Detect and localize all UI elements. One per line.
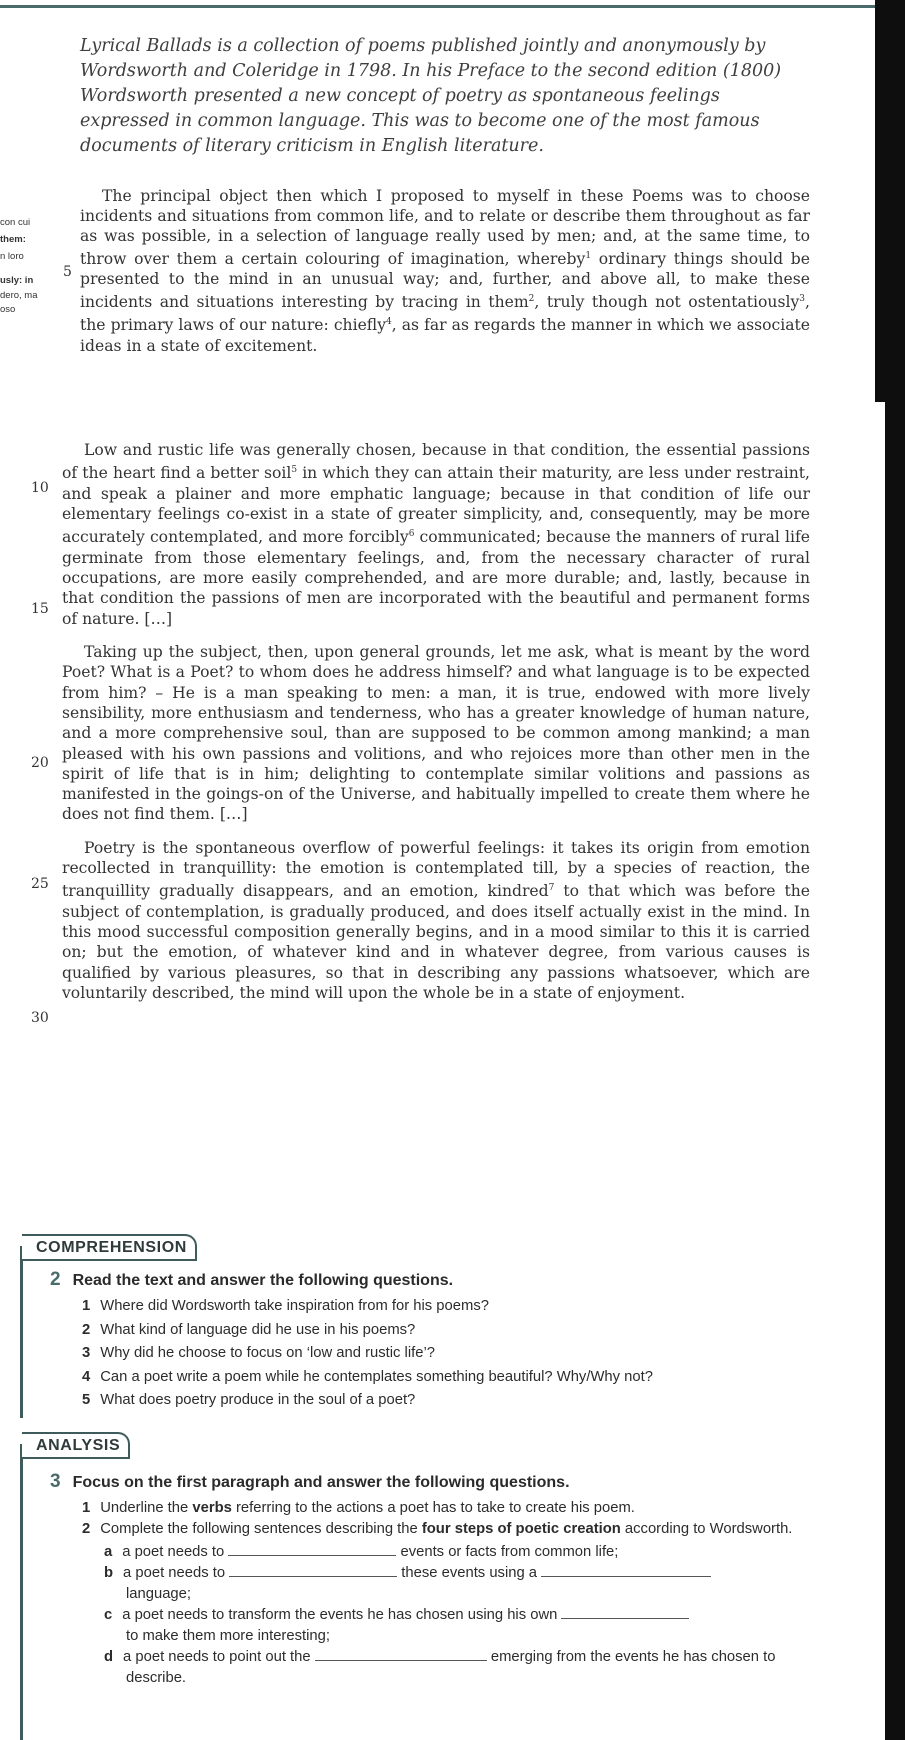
section-rule: [20, 1246, 23, 1418]
question-item: 2 Complete the following sentences describing the four steps of poetic creation according to Wordsworth.: [82, 1521, 793, 1537]
footnote-marker: 1: [585, 251, 592, 261]
footnote-marker: 3: [799, 294, 806, 305]
footnote-marker: 5: [291, 465, 298, 476]
line-number: 10: [31, 480, 49, 496]
line-number: 20: [31, 755, 49, 771]
answer-blank[interactable]: [315, 1648, 487, 1661]
fill-in-item: a a poet needs to events or facts from common life;: [104, 1544, 619, 1560]
fill-in-item: c a poet needs to transform the events he has chosen using his own to make them more interesting;: [104, 1605, 802, 1647]
analysis-heading: ANALYSIS: [22, 1432, 130, 1459]
main-text: [62, 440, 810, 1016]
footnote-marker: 2: [528, 294, 535, 305]
line-number: 5: [63, 264, 72, 280]
fill-in-item: d a poet needs to point out the emerging from the events he has chosen to describe.: [104, 1649, 776, 1686]
line-number: 25: [31, 876, 49, 892]
analysis-questions: [82, 1498, 802, 1689]
fill-in-item: b a poet needs to these events using a language;: [104, 1563, 802, 1605]
question-item: 4 Can a poet write a poem while he contemplates something beautiful? Why/Why not?: [82, 1368, 653, 1385]
glossary-entry: usly: in: [0, 275, 34, 286]
line-number: 15: [31, 601, 49, 617]
comprehension-instruction: 2 Read the text and answer the following questions.: [50, 1269, 454, 1290]
comprehension-heading: COMPREHENSION: [22, 1234, 197, 1261]
glossary-entry: con cui: [0, 217, 31, 228]
section-rule: [20, 1444, 23, 1740]
glossary-entry: n loro: [0, 251, 24, 262]
paragraph-3: Taking up the subject, then, upon general grounds, let me ask, what is meant by the word Poet? What is a Poet? to whom does he address himself? and what language is to be expected from him? – He is a man speaking to men: a man, it is true, endowed with more lively sensibility, more enthusiasm and tenderness, who has a greater knowledge of human nature, and a more comprehensive soul, than are supposed to be common among mankind; a man pleased with his own passions and volitions, and who rejoices more than other men in the spirit of life that is in him; delighting to contemplate similar volitions and passions as manifested in the goings-on of the Universe, and habitually impelled to create them where he does not find them. […]: [62, 643, 810, 824]
analysis-instruction: 3 Focus on the first paragraph and answer the following questions.: [50, 1471, 570, 1492]
question-item: 1 Where did Wordsworth take inspiration from for his poems?: [82, 1298, 489, 1314]
question-item: 3 Why did he choose to focus on ‘low and rustic life’?: [82, 1345, 435, 1361]
footnote-marker: 7: [548, 883, 555, 894]
question-item: 1 Underline the verbs referring to the actions a poet has to take to create his poem.: [82, 1500, 635, 1516]
page-edge-shadow: [875, 0, 885, 402]
glossary-entry: oso: [0, 304, 16, 315]
glossary-entry: dero, ma: [0, 290, 38, 301]
question-item: 2 What kind of language did he use in his poems?: [82, 1321, 416, 1338]
page-edge-bar: [885, 0, 905, 1740]
top-border: [0, 0, 885, 8]
line-number: 30: [31, 1010, 49, 1026]
answer-blank[interactable]: [541, 1564, 711, 1577]
paragraph-2: Low and rustic life was generally chosen, because in that condition, the essential passions of the heart find a better soil$^5$ in which they can attain their maturity, are less under restraint, and speak a plainer and more emphatic language; because in that condition of life our elementary feelings co-exist in a state of greater simplicity, and, consequently, may be more accurately contemplated, and more forcibly$^6$ communicated; because the manners of rural life germinate from those elementary feelings, and, from the necessary character of rural occupations, are more easily comprehended, and are more durable; and, lastly, because in that condition the passions of men are incorporated with the beautiful and permanent forms of nature. […]: [62, 441, 811, 628]
footnote-marker: 6: [408, 529, 415, 540]
footnote-marker: 4: [386, 317, 392, 328]
intro-text: Lyrical Ballads is a collection of poems published jointly and anonymously by Wordsworth and Coleridge in 1798. In his Preface to the second edition (1800) Wordsworth presented a new concept of poetry as spontaneous feelings expressed in common language. This was to become one of the most famous documents of literary criticism in English literature.: [80, 36, 782, 156]
glossary-entry: them:: [0, 234, 26, 245]
paragraph-1: The principal object then which I proposed to myself in these Poems was to choose incidents and situations from common life, and to relate or describe them throughout as far as was possible, in a selection of language really used by men; and, at the same time, to throw over them a certain colouring of imagination, whereby$^1$ ordinary things should be presented to the mind in an unusual way; and, further, and above all, to make these incidents and situations interesting by tracing in them$^2$, truly though not ostentatiously$^3$, the primary laws of our nature: chiefly$^4$, as far as regards the manner in which we associate ideas in a state of excitement.: [80, 187, 810, 355]
answer-blank[interactable]: [228, 1543, 396, 1556]
paragraph-4: Poetry is the spontaneous overflow of powerful feelings: it takes its origin from emotion recollected in tranquillity: the emotion is contemplated till, by a species of reaction, the tranquillity gradually disappears, and an emotion, kindred$^7$ to that which was before the subject of contemplation, is gradually produced, and does itself actually exist in the mind. In this mood successful composition generally begins, and in a mood similar to this it is carried on; but the emotion, of whatever kind and in whatever degree, from various causes is qualified by various pleasures, so that in describing any passions whatsoever, which are voluntarily described, the mind will upon the whole be in a state of enjoyment.: [62, 838, 810, 1002]
answer-blank[interactable]: [229, 1564, 397, 1577]
question-item: 5 What does poetry produce in the soul of a poet?: [82, 1392, 416, 1408]
comprehension-questions: [82, 1295, 802, 1413]
answer-blank[interactable]: [561, 1606, 689, 1619]
